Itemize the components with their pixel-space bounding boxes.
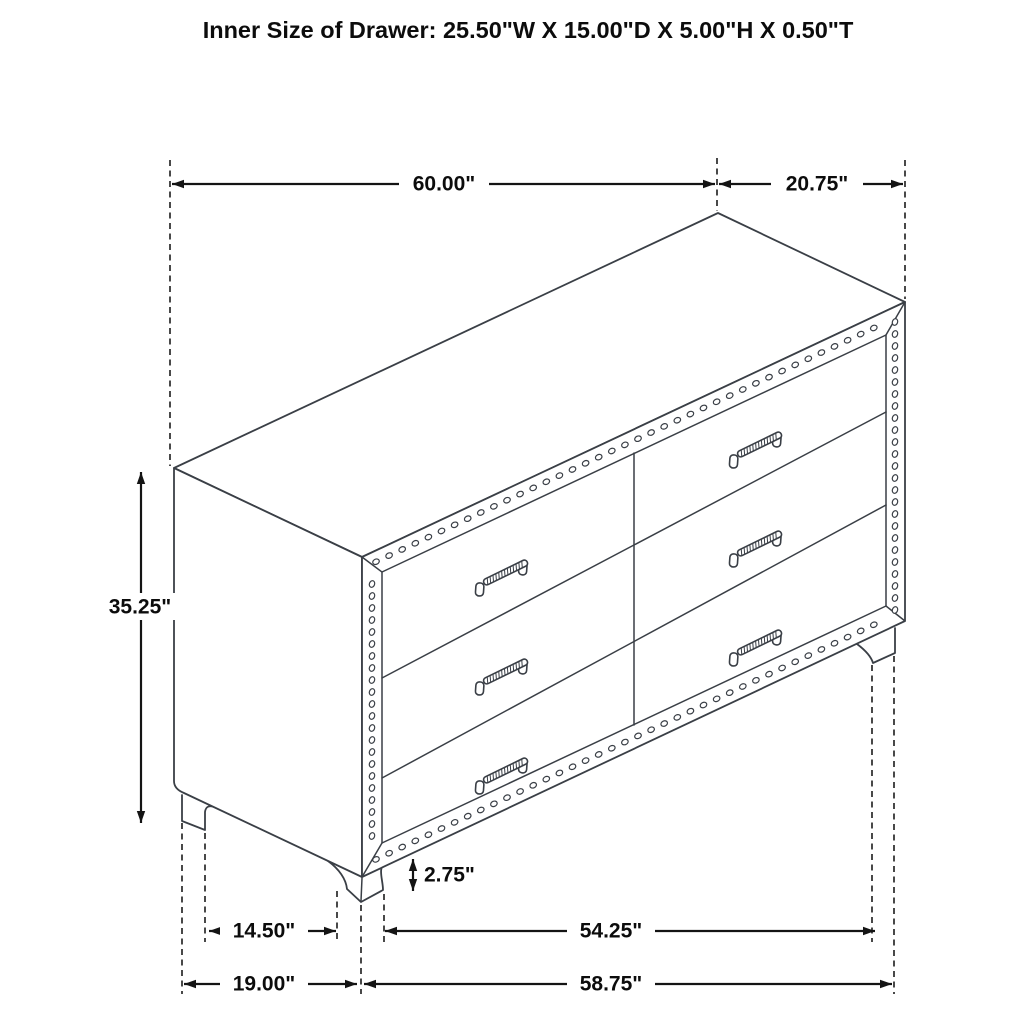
diagram-title: Inner Size of Drawer: 25.50"W X 15.00"D X 5.00"H X 0.50"T [202, 17, 854, 43]
dim-label-top-width: 60.00" [412, 172, 476, 196]
dim-label-overall-width: 58.75" [579, 972, 643, 996]
dim-label-front-leg-gap: 54.25" [579, 919, 643, 943]
dresser-drawing [174, 213, 905, 902]
dim-label-height: 35.25" [108, 595, 172, 619]
front-left-leg-edge [361, 878, 362, 901]
dim-label-side-leg-gap: 14.50" [232, 919, 296, 943]
dim-label-overall-depth: 19.00" [232, 972, 296, 996]
dim-label-leg-height: 2.75" [424, 863, 475, 887]
dim-label-top-depth: 20.75" [785, 172, 849, 196]
